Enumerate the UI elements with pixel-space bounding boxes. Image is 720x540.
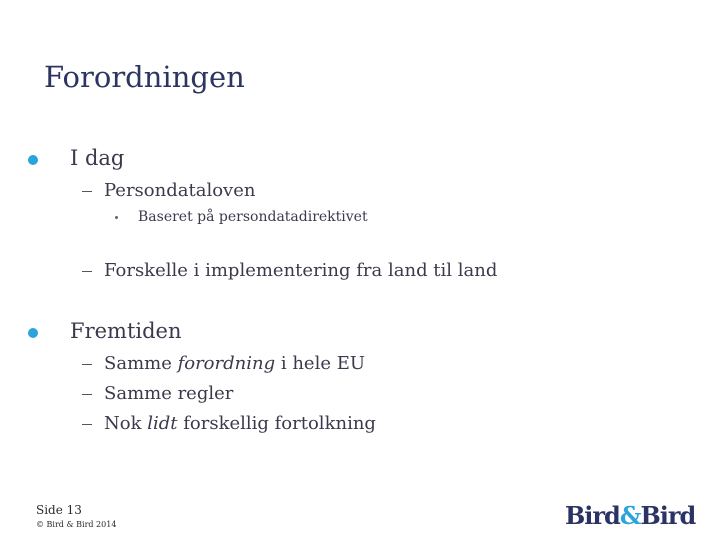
logo-part1: Bird [565, 501, 620, 530]
dash-icon [82, 364, 92, 365]
subbullet-text: Persondataloven [104, 180, 256, 201]
logo-ampersand: & [619, 501, 641, 530]
bullet-dot-icon [28, 328, 38, 338]
point-icon [115, 216, 118, 219]
dash-icon [82, 191, 92, 192]
bird-and-bird-logo [565, 501, 695, 530]
dash-icon [82, 271, 92, 272]
dash-icon [82, 424, 92, 425]
logo-part2: Bird [640, 501, 696, 530]
dash-icon [82, 394, 92, 395]
text-after: i hele EU [275, 353, 366, 374]
bullet-text: I dag [70, 146, 125, 170]
text-emphasis: lidt [147, 413, 178, 434]
copyright: © Bird & Bird 2014 [36, 520, 117, 529]
subsubbullet-text: Baseret på persondatadirektivet [138, 209, 368, 225]
text-emphasis: forordning [177, 353, 276, 374]
bullet-dot-icon [28, 155, 38, 165]
subbullet-text [104, 353, 365, 374]
slide-title: Forordningen [44, 60, 245, 94]
text-after: forskellig fortolkning [177, 413, 376, 434]
page-number: Side 13 [36, 503, 82, 517]
text-before: Samme [104, 353, 178, 374]
bullet-text: Fremtiden [70, 319, 182, 343]
subbullet-text [104, 413, 376, 434]
text-before: Nok [104, 413, 148, 434]
subbullet-text: Samme regler [104, 383, 234, 404]
subbullet-text: Forskelle i implementering fra land til land [104, 260, 498, 281]
